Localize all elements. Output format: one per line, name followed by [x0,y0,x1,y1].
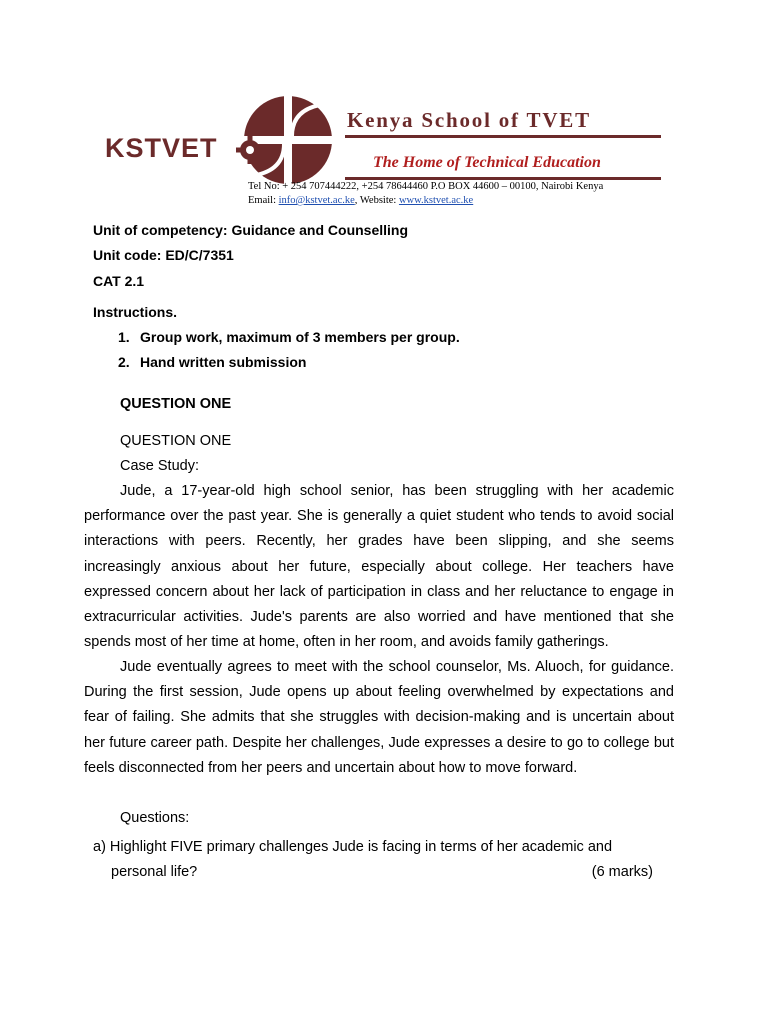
cat-label: CAT 2.1 [93,273,145,289]
website-link[interactable]: www.kstvet.ac.ke [398,195,474,206]
header-divider-bottom [345,177,661,180]
question-a-line1: a) Highlight FIVE primary challenges Jude is facing in terms of her academic and [93,839,613,855]
school-tagline: The Home of Technical Education [373,154,601,171]
website-label: , Website: [354,195,399,206]
kstvet-logo-icon [228,92,344,186]
instruction-number: 2. [118,354,130,370]
paragraph-text: Jude, a 17-year-old high school senior, has been struggling with her academic performance over the past year. She is generally a quiet student who tends to avoid social interactions with peers. Recently, her grades have been slipping, and she seems increasingly anxious about her future, especially about college. Her teachers have expressed concern about her lack of participation in class and her reluctance to engage in extracurricular activities. Jude's parents are also worried and have mentioned that she spends most of her time at home, often in her room, and avoids family gatherings. [84,483,674,651]
case-study-paragraph-2 [84,655,674,781]
unit-code: Unit code: ED/C/7351 [93,247,234,263]
instruction-text: Hand written submission [140,354,307,370]
instructions-title: Instructions. [93,304,178,320]
question-a-line2 [93,860,653,885]
instruction-item [118,329,460,345]
case-study-paragraph-1 [84,479,674,655]
brand-wordmark: KSTVET [105,133,218,163]
questions-label: Questions: [120,810,190,826]
instruction-item [118,354,306,370]
question-heading: QUESTION ONE [120,396,232,412]
instruction-text: Group work, maximum of 3 members per group. [140,329,460,345]
paragraph-text: Jude eventually agrees to meet with the school counselor, Ms. Aluoch, for guidance. During the first session, Jude opens up about feeling overwhelmed by expectations and fear of failing. She admits that she struggles with decision-making and is uncertain about her future career path. Despite her challenges, Jude expresses a desire to go to college but feels disconnected from her peers and uncertain about how to move forward. [84,659,674,776]
header-divider-top [345,135,661,138]
unit-of-competency: Unit of competency: Guidance and Counselling [93,222,409,238]
contact-telephone: Tel No: + 254 707444222, +254 78644460 P.O BOX 44600 – 00100, Nairobi Kenya [248,181,604,192]
question-a-text: personal life? [111,864,198,880]
question-a [93,835,653,885]
email-link[interactable]: info@kstvet.ac.ke [278,195,355,206]
question-a-marks: (6 marks) [591,864,653,880]
email-label: Email: [248,195,279,206]
school-name: Kenya School of TVET [347,108,591,132]
contact-email-website [248,195,473,206]
case-study-label: Case Study: [120,458,199,474]
instruction-number: 1. [118,329,130,345]
question-subheading: QUESTION ONE [120,433,232,449]
